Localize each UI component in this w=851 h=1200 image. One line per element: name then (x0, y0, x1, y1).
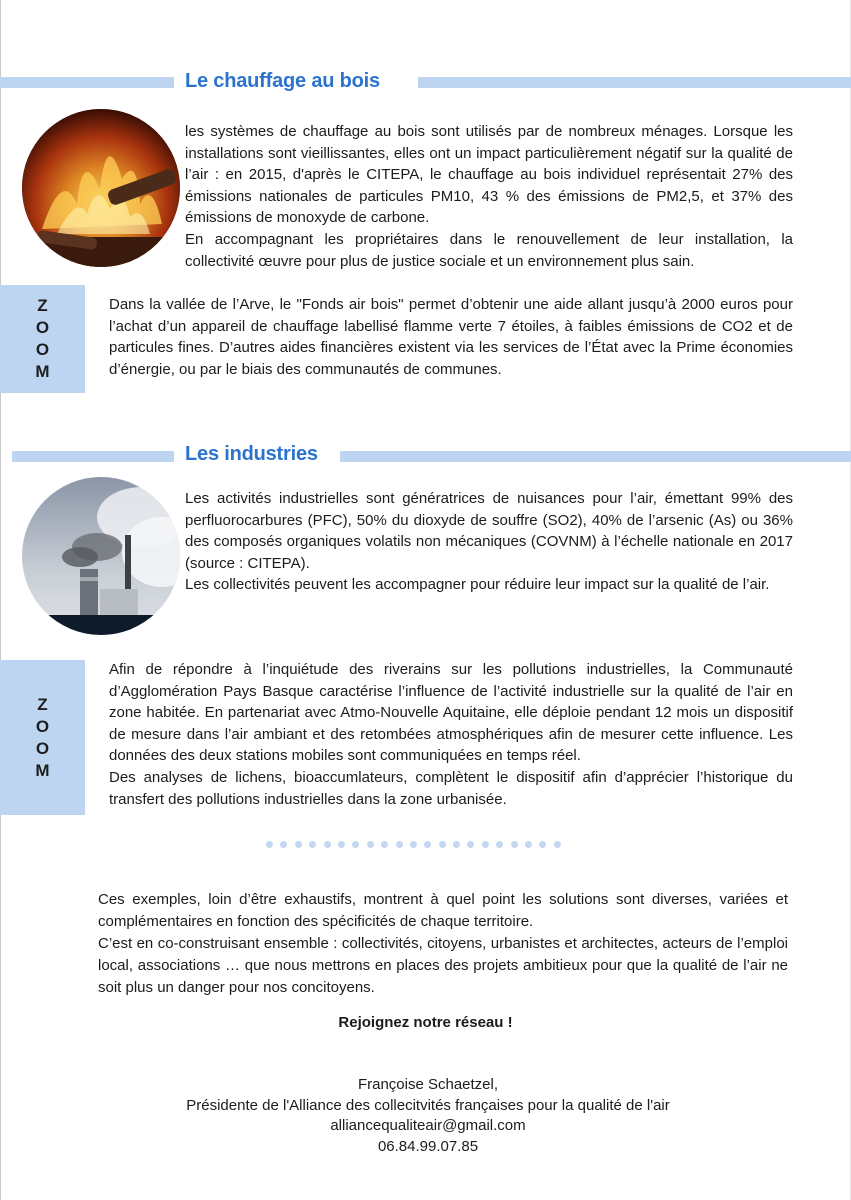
zoom-letter: O (35, 738, 50, 758)
conclusion-paragraph-2: C’est en co-construisant ensemble : collectivités, citoyens, urbanistes et architectes, acteurs de l’emploi local, associations … que nous mettrons en places des projets ambitieux pour que la qualité de l’air ne soit plus un danger pour nos concitoyens. (98, 935, 788, 996)
zoom-letter: Z (37, 694, 48, 714)
title-bar-right (418, 77, 851, 88)
industry-paragraph-2: Les collectivités peuvent les accompagner pour réduire leur impact sur la qualité de l’air. (185, 576, 770, 594)
industry-photo (22, 477, 180, 635)
title-bar-right (340, 451, 851, 462)
industry-zoom-text (109, 659, 793, 810)
title-bar-left (0, 77, 174, 88)
wood-paragraph-2: En accompagnant les propriétaires dans le renouvellement de leur installation, la collectivité œuvre pour plus de justice sociale et un environnement plus sain. (185, 230, 793, 270)
call-to-action: Rejoignez notre réseau ! (338, 1014, 513, 1031)
wood-paragraph-1: les systèmes de chauffage au bois sont utilisés par de nombreux ménages. Lorsque les installations sont vieillissantes, elles ont un impact particulièrement négatif sur la qualité de l’air : en 2015, d'après le CITEPA, le chauffage au bois individuel représentait 27% des émissions nationales de particules PM10, 43 % des émissions de PM2,5, et 37% des émissions de monoxyde de carbone. (185, 123, 793, 227)
zoom-tab-wood (0, 285, 85, 393)
signature-email: alliancequaliteair@gmail.com (330, 1117, 526, 1134)
conclusion-paragraph-1: Ces exemples, loin d’être exhaustifs, montrent à quel point les solutions sont diverses, variées et complémentaires en fonction des spécificités de chaque territoire. (98, 891, 788, 930)
industry-text (185, 488, 793, 596)
section-title-wood: Le chauffage au bois (185, 70, 380, 92)
zoom-letter: O (35, 716, 50, 736)
zoom-letter: Z (37, 296, 48, 315)
fire-photo (22, 109, 180, 267)
zoom-letter: M (35, 760, 50, 780)
signature-name: Françoise Schaetzel, (357, 1076, 499, 1093)
signature-block (0, 1075, 851, 1157)
zoom-letter: O (35, 340, 50, 359)
industry-zoom-paragraph-1: Afin de répondre à l’inquiétude des riverains sur les pollutions industrielles, la Communauté d’Agglomération Pays Basque caractérise l’influence de l’activité industrielle sur la qualité de l’air en zone habitée. En partenariat avec Atmo-Nouvelle Aquitaine, elle déploie pendant 12 mois un dispositif de mesure dans l’air ambiant et des retombées atmosphériques afin de mesurer cette influence. Les données des deux stations mobiles sont communiquées en temps réel. (109, 661, 793, 765)
zoom-tab-industry (0, 660, 85, 815)
signature-role: Présidente de l'Alliance des collecitvités françaises pour la qualité de l'air (186, 1096, 670, 1114)
section-title-industry: Les industries (185, 443, 318, 465)
wood-zoom-text (109, 294, 793, 380)
dotted-separator (266, 841, 561, 848)
zoom-letter: M (35, 362, 50, 381)
zoom-letter: O (35, 318, 50, 337)
wood-zoom-paragraph: Dans la vallée de l’Arve, le "Fonds air bois" permet d’obtenir une aide allant jusqu’à 2000 euros pour l’achat d’un appareil de chauffage labellisé flamme verte 7 étoiles, à faibles émissions de CO2 et de particules fines. D’autres aides financières existent via les services de l’État avec la Prime économies d’énergie, ou par le biais des communautés de communes. (109, 296, 793, 378)
industry-paragraph-1: Les activités industrielles sont génératrices de nuisances pour l’air, émettant 99% des perfluorocarbures (PFC), 50% du dioxyde de souffre (SO2), 40% de l’arsenic (As) ou 36% des composés organiques volatils non mécaniques (COVNM) à l’échelle nationale en 2017 (source : CITEPA). (185, 490, 793, 572)
conclusion-text (98, 889, 788, 999)
title-bar-left (12, 451, 174, 462)
wood-text (185, 121, 793, 272)
signature-phone: 06.84.99.07.85 (377, 1137, 479, 1155)
industry-zoom-paragraph-2: Des analyses de lichens, bioaccumlateurs, complètent le dispositif afin d’apprécier l’historique du transfert des pollutions industrielles dans la zone urbanisée. (109, 768, 793, 808)
